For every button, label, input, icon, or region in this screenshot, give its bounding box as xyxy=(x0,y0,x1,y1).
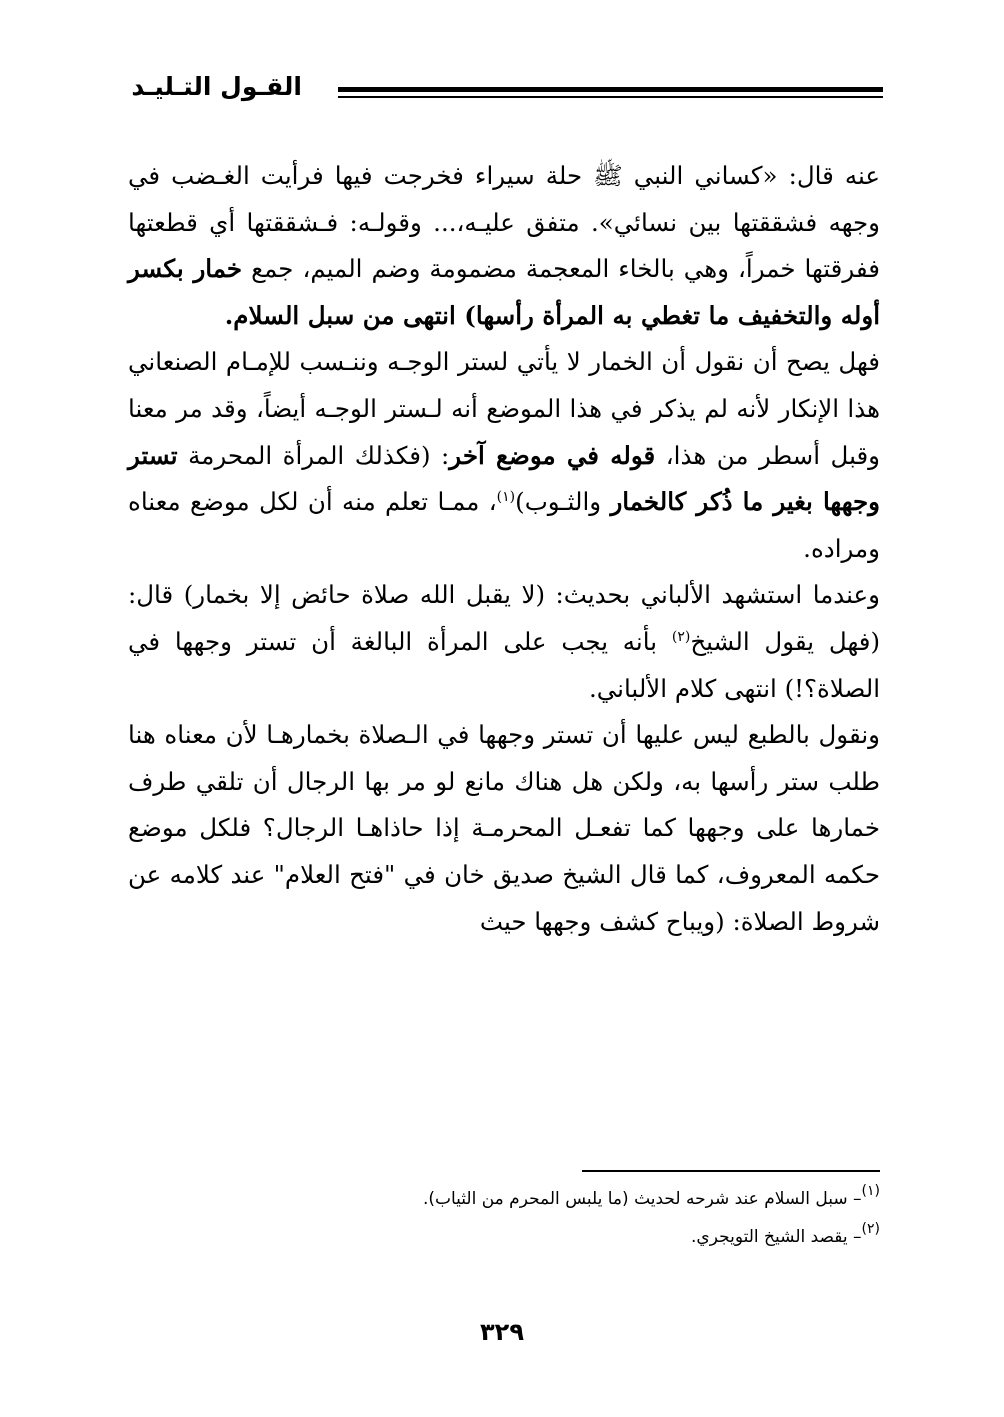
bold-phrase: تستر وجهها بغير ما ذُكر كالخمار xyxy=(128,440,880,517)
footnote-marker: (١) xyxy=(861,1183,880,1199)
running-header-title: القـول التـليـد xyxy=(131,72,302,101)
header-rule-thin xyxy=(338,96,883,98)
footnote-marker: (٢) xyxy=(861,1221,880,1237)
paragraph-1: عنه قال: «كساني النبي ﷺ حلة سيراء فخرجت فيها فرأيت الغـضب في وجهه فشققتها بين نسائي». متفق عليـه،... وقولـه: فـشققتها أي قطعتها ففرقتها خمراً، وهي بالخاء المعجمة مضمومة وضم الميم، جمع خمار بكسر أوله والتخفيف ما تغطي به المرأة رأسها) انتهى من سبل السلام. xyxy=(128,161,881,330)
paragraph-3: وعندما استشهد الألباني بحديث: (لا يقبل الله صلاة حائض إلا بخمار) قال: (فهل يقول الشيخ$^{(٢)}$ بأنه يجب على المرأة البالغة أن تستر وجهها في الصلاة؟!) انتهى كلام الألباني. xyxy=(128,580,881,703)
footnotes xyxy=(128,1180,880,1256)
footnote-separator xyxy=(582,1170,880,1172)
footnote-1: $^{(١)}$– سبل السلام عند شرحه لحديث (ما يلبس المحرم من الثياب). xyxy=(422,1183,880,1209)
bold-quote: خمار بكسر أوله والتخفيف ما تغطي به المرأة رأسها) انتهى من سبل السلام. xyxy=(128,254,880,330)
page-number: ٣٢٩ xyxy=(480,1318,524,1346)
footnote-ref-2[interactable]: (٢) xyxy=(671,628,691,645)
bold-phrase: قوله في موضع آخر xyxy=(449,440,656,470)
paragraph-4: ونقول بالطبع ليس عليها أن تستر وجهها في الـصلاة بخمارهـا لأن معناه هنا طلب ستر رأسها به، ولكن هل هناك مانع لو مر بها الرجال أن تلقي طرف خمارها على وجهها كما تفعـل المحرمـة إذا حاذاهـا الرجال؟ فلكل موضع حكمه المعروف، كما قال الشيخ صديق خان في "فتح العلام" عند كلامه عن شروط الصلاة: (ويباح كشف وجهها حيث xyxy=(128,720,880,936)
paragraph-2: فهل يصح أن نقول أن الخمار لا يأتي لستر الوجـه وننـسب للإمـام الصنعاني هذا الإنكار لأنه لم يذكر في هذا الموضع أنه لـستر الوجـه أيضاً، وقد مر معنا وقبل أسطر من هذا، قوله في موضع آخر: (فكذلك المرأة المحرمة تستر وجهها بغير ما ذُكر كالخمار والثـوب)$^{(١)}$، ممـا تعلم منه أن لكل موضع معناه ومراده. xyxy=(128,347,880,563)
footnote-ref-1[interactable]: (١) xyxy=(496,489,516,506)
header-rule-thick xyxy=(338,87,883,92)
main-text xyxy=(128,153,880,945)
footnote-2: $^{(٢)}$– يقصد الشيخ التويجري. xyxy=(691,1221,880,1247)
